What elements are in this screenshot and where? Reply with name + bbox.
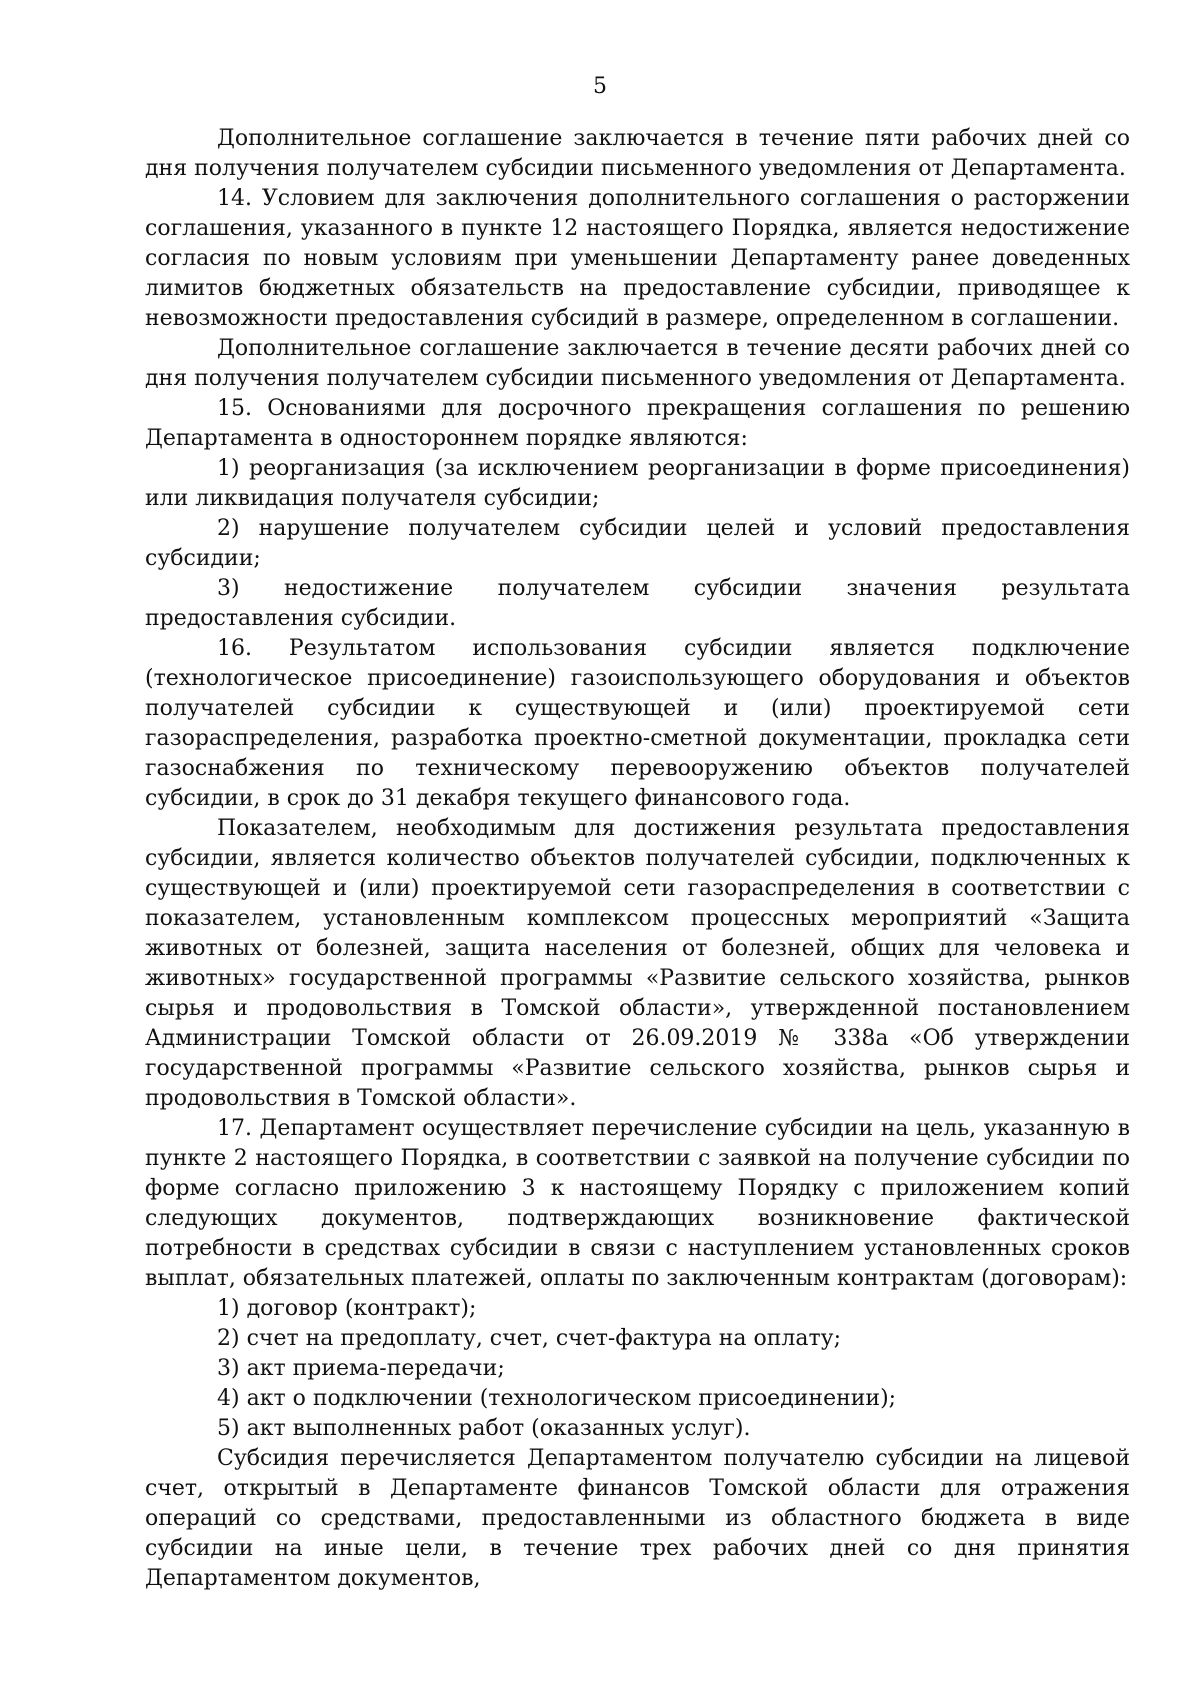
- paragraph-subsidy-transfer: Субсидия перечисляется Департаментом получателю субсидии на лицевой счет, открытый в Департаменте финансов Томской области для отражения операций со средствами, предоставленными из областного бюджета в виде субсидии на иные цели, в течение трех рабочих дней со дня принятия Департаментом документов,: [145, 1446, 1130, 1591]
- list-item-17-1: 1) договор (контракт);: [217, 1296, 477, 1321]
- list-item-15-2: 2) нарушение получателем субсидии целей и условий предоставления субсидии;: [145, 516, 1130, 571]
- paragraph-16-result: 16. Результатом использования субсидии является подключение (технологическое присоединение) газоиспользующего оборудования и объектов получателей субсидии к существующей и (или) проектируемой сети газораспределения, разработка проектно-сметной документации, прокладка сети газоснабжения по техническому перевооружению объектов получателей субсидии, в срок до 31 декабря текущего финансового года.: [145, 636, 1130, 811]
- paragraph-15-grounds: 15. Основаниями для досрочного прекращения соглашения по решению Департамента в одностороннем порядке являются:: [145, 396, 1130, 451]
- paragraph-agreement-10-days: Дополнительное соглашение заключается в течение десяти рабочих дней со дня получения получателем субсидии письменного уведомления от Департамента.: [145, 336, 1130, 391]
- paragraph-14-termination-condition: 14. Условием для заключения дополнительного соглашения о расторжении соглашения, указанного в пункте 12 настоящего Порядка, является недостижение согласия по новым условиям при уменьшении Департаменту ранее доведенных лимитов бюджетных обязательств на предоставление субсидии, приводящее к невозможности предоставления субсидий в размере, определенном в соглашении.: [145, 186, 1130, 331]
- list-item-17-2: 2) счет на предоплату, счет, счет-фактура на оплату;: [217, 1326, 842, 1351]
- paragraph-indicator: Показателем, необходимым для достижения результата предоставления субсидии, является количество объектов получателей субсидии, подключенных к существующей и (или) проектируемой сети газораспределения в соответствии с показателем, установленным комплексом процессных мероприятий «Защита животных от болезней, защита населения от болезней, общих для человека и животных» государственной программы «Развитие сельского хозяйства, рынков сырья и продовольствия в Томской области», утвержденной постановлением Администрации Томской области от 26.09.2019 № 338а «Об утверждении государственной программы «Развитие сельского хозяйства, рынков сырья и продовольствия в Томской области».: [145, 816, 1130, 1111]
- document-body: [145, 124, 1130, 1594]
- paragraph-agreement-5-days: Дополнительное соглашение заключается в течение пяти рабочих дней со дня получения получателем субсидии письменного уведомления от Департамента.: [145, 126, 1130, 181]
- list-item-17-5: 5) акт выполненных работ (оказанных услуг).: [217, 1416, 751, 1441]
- list-item-17-3: 3) акт приема-передачи;: [217, 1356, 505, 1381]
- list-item-17-4: 4) акт о подключении (технологическом присоединении);: [217, 1386, 897, 1411]
- paragraph-17-transfer: 17. Департамент осуществляет перечисление субсидии на цель, указанную в пункте 2 настоящего Порядка, в соответствии с заявкой на получение субсидии по форме согласно приложению 3 к настоящему Порядку с приложением копий следующих документов, подтверждающих возникновение фактической потребности в средствах субсидии в связи с наступлением установленных сроков выплат, обязательных платежей, оплаты по заключенным контрактам (договорам):: [145, 1116, 1130, 1291]
- list-item-15-3: 3) недостижение получателем субсидии значения результата предоставления субсидии.: [145, 576, 1130, 631]
- list-item-15-1: 1) реорганизация (за исключением реорганизации в форме присоединения) или ликвидация получателя субсидии;: [145, 456, 1130, 511]
- page-number: 5: [593, 74, 607, 99]
